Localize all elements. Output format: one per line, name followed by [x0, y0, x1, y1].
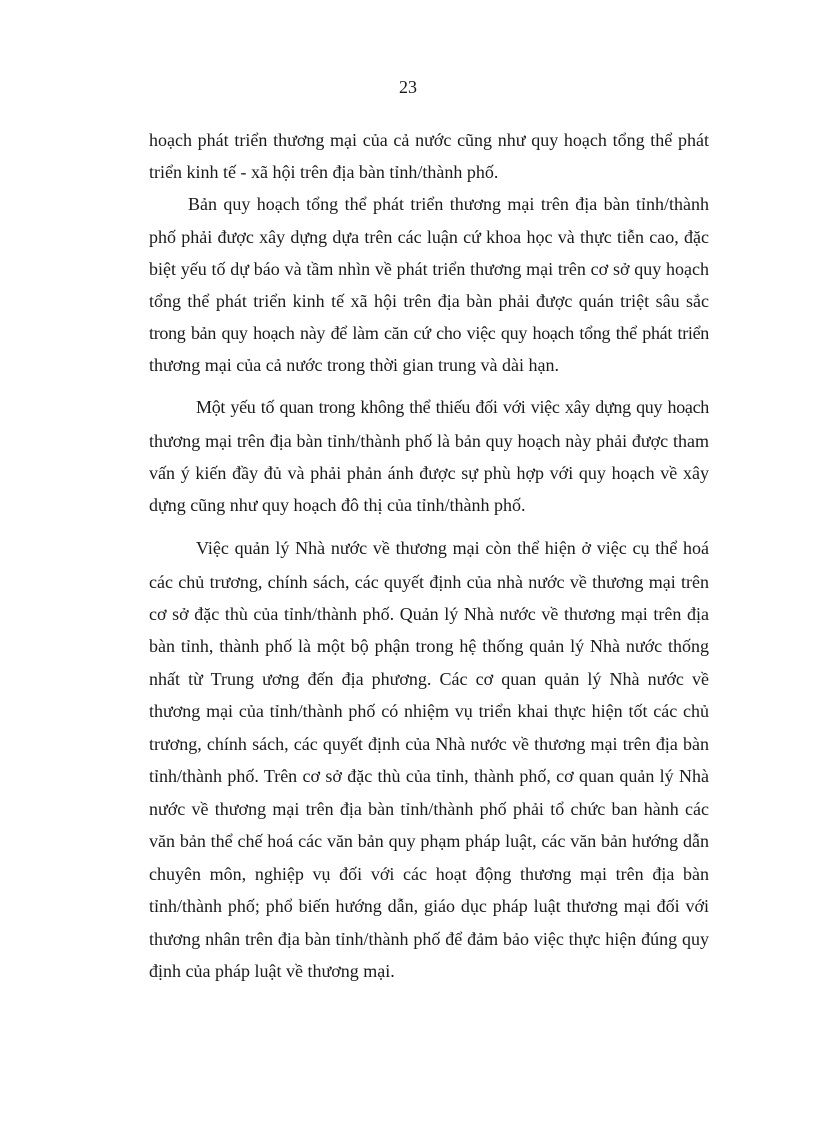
- text-line: thương mại của cả nước trong thời gian trung và dài hạn.: [149, 355, 559, 375]
- text-line: chuyên môn, nghiệp vụ đối với các hoạt động thương mại trên địa bàn: [149, 864, 709, 884]
- text-line: nhất từ Trung ương đến địa phương. Các cơ quan quản lý Nhà nước về: [149, 669, 709, 689]
- text-line: tổng thể phát triển kinh tế xã hội trên địa bàn phải được quán triệt sâu sắc: [149, 291, 709, 311]
- text-line: Bản quy hoạch tổng thể phát triển thương mại trên địa bàn tỉnh/thành: [188, 194, 709, 214]
- text-line: hoạch phát triển thương mại của cả nước cũng như quy hoạch tổng thể phát: [149, 130, 709, 150]
- text-line: vấn ý kiến đầy đủ và phải phản ánh được sự phù hợp với quy hoạch về xây: [149, 463, 709, 483]
- text-line: biệt yếu tố dự báo và tầm nhìn về phát triển thương mại trên cơ sở quy hoạch: [149, 259, 709, 279]
- text-line: bàn tỉnh, thành phố là một bộ phận trong hệ thống quản lý Nhà nước thống: [149, 636, 709, 656]
- text-line: thương mại của tỉnh/thành phố có nhiệm vụ triển khai thực hiện tốt các chủ: [149, 701, 709, 721]
- text-line: phố phải được xây dựng dựa trên các luận cứ khoa học và thực tiễn cao, đặc: [149, 227, 709, 247]
- text-line: tỉnh/thành phố. Trên cơ sở đặc thù của tỉnh, thành phố, cơ quan quản lý Nhà: [149, 766, 709, 786]
- text-line: thương mại trên địa bàn tỉnh/thành phố là bản quy hoạch này phải được tham: [149, 431, 709, 451]
- text-line: văn bản thể chế hoá các văn bản quy phạm pháp luật, các văn bản hướng dẫn: [149, 831, 709, 851]
- text-line: trong bản quy hoạch này để làm căn cứ cho việc quy hoạch tổng thể phát triển: [149, 323, 709, 343]
- text-line: các chủ trương, chính sách, các quyết định của nhà nước về thương mại trên: [149, 572, 709, 592]
- text-line: dựng cũng như quy hoạch đô thị của tỉnh/thành phố.: [149, 495, 526, 515]
- text-line: cơ sở đặc thù của tỉnh/thành phố. Quản lý Nhà nước về thương mại trên địa: [149, 604, 709, 624]
- text-line: thương nhân trên địa bàn tỉnh/thành phố để đảm bảo việc thực hiện đúng quy: [149, 929, 709, 949]
- text-line: nước về thương mại trên địa bàn tỉnh/thành phố phải tổ chức ban hành các: [149, 799, 709, 819]
- text-line: Việc quản lý Nhà nước về thương mại còn thể hiện ở việc cụ thể hoá: [196, 538, 709, 558]
- text-line: định của pháp luật về thương mại.: [149, 961, 395, 981]
- page-number: 23: [399, 77, 417, 97]
- text-line: tỉnh/thành phố; phổ biến hướng dẫn, giáo dục pháp luật thương mại đối với: [149, 896, 709, 916]
- text-line: trương, chính sách, các quyết định của Nhà nước về thương mại trên địa bàn: [149, 734, 709, 754]
- text-line: triển kinh tế - xã hội trên địa bàn tỉnh/thành phố.: [149, 162, 499, 182]
- text-line: Một yếu tố quan trong không thể thiếu đối với việc xây dựng quy hoạch: [196, 397, 709, 417]
